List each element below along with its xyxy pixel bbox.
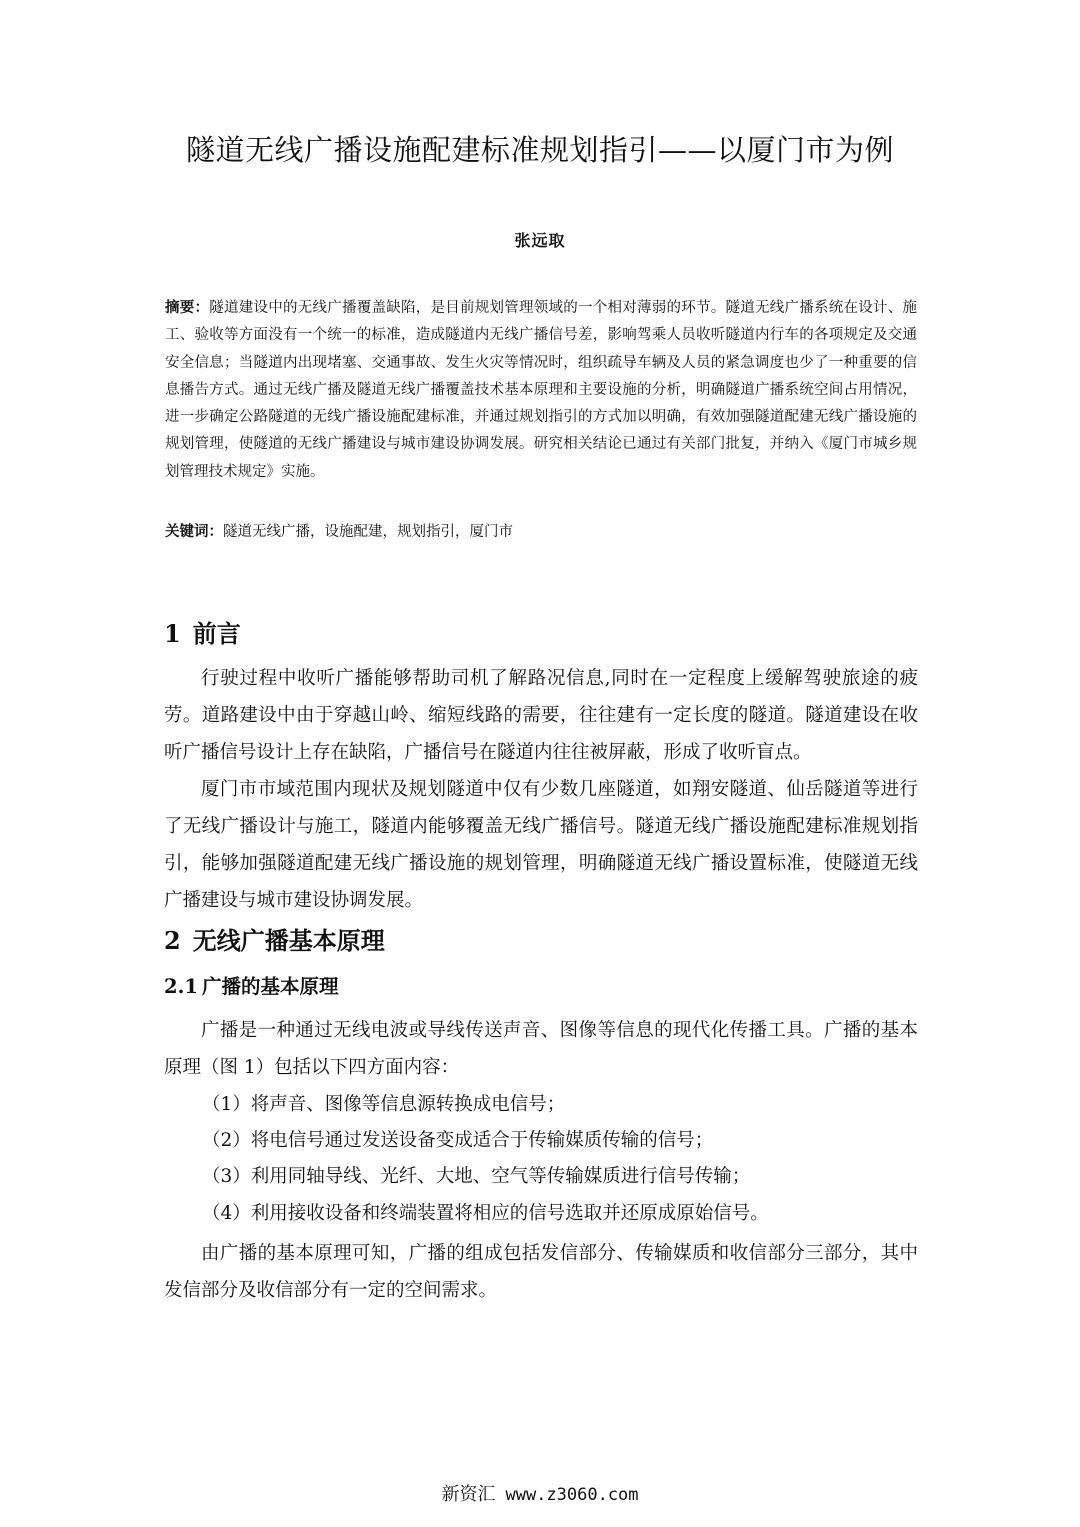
- section-1-number: 1: [164, 619, 181, 648]
- paper-title: 隧道无线广播设施配建标准规划指引——以厦门市为例: [185, 133, 894, 167]
- keywords-block: [165, 518, 917, 546]
- principle-list-item-2: （2）将电信号通过发送设备变成适合于传输媒质传输的信号；: [202, 1130, 714, 1151]
- section-1-paragraph-1: 行驶过程中收听广播能够帮助司机了解路况信息,同时在一定程度上缓解驾驶旅途的疲劳。道路建设中由于穿越山岭、缩短线路的需要，往往建有一定长度的隧道。隧道建设在收听广播信号设计上存在缺陷，广播信号在隧道内往往被屏蔽，形成了收听盲点。: [164, 668, 918, 763]
- subsection-2-1-paragraph-1: 广播是一种通过无线电波或导线传送声音、图像等信息的现代化传播工具。广播的基本原理（图 1）包括以下四方面内容：: [164, 1020, 918, 1078]
- principle-list-item-1: （1）将声音、图像等信息源转换成电信号；: [202, 1094, 566, 1115]
- section-1-heading: [164, 618, 241, 650]
- keywords-label: 关键词：: [165, 523, 223, 540]
- footer-site-link[interactable]: www.z3060.com: [505, 1485, 639, 1505]
- section-1-paragraph-2: 厦门市市域范围内现状及规划隧道中仅有少数几座隧道，如翔安隧道、仙岳隧道等进行了无线广播设计与施工，隧道内能够覆盖无线广播信号。隧道无线广播设施配建标准规划指引，能够加强隧道配建无线广播设施的规划管理，明确隧道无线广播设置标准，使隧道无线广播建设与城市建设协调发展。: [164, 779, 918, 911]
- principle-list-item-4: （4）利用接收设备和终端装置将相应的信号选取并还原成原始信号。: [202, 1203, 769, 1224]
- author-name: 张远取: [514, 231, 566, 250]
- subsection-2-1-heading: [164, 973, 338, 1001]
- abstract-block: [165, 294, 917, 486]
- section-2-number: 2: [164, 926, 181, 955]
- abstract-label: 摘要：: [165, 299, 210, 316]
- subsection-2-1-title: 广播的基本原理: [201, 975, 339, 998]
- section-2-title: 无线广播基本原理: [192, 926, 385, 955]
- principle-list-item-3: （3）利用同轴导线、光纤、大地、空气等传输媒质进行信号传输；: [202, 1166, 751, 1187]
- abstract-text: 隧道建设中的无线广播覆盖缺陷，是目前规划管理领域的一个相对薄弱的环节。隧道无线广播系统在设计、施工、验收等方面没有一个统一的标准，造成隧道内无线广播信号差，影响驾乘人员收听隧道内行车的各项规定及交通安全信息；当隧道内出现堵塞、交通事故、发生火灾等情况时，组织疏导车辆及人员的紧急调度也少了一种重要的信息播告方式。通过无线广播及隧道无线广播覆盖技术基本原理和主要设施的分析，明确隧道广播系统空间占用情况，进一步确定公路隧道的无线广播设施配建标准，并通过规划指引的方式加以明确，有效加强隧道配建无线广播设施的规划管理，使隧道的无线广播建设与城市建设协调发展。研究相关结论已通过有关部门批复，并纳入《厦门市城乡规划管理技术规定》实施。: [165, 300, 917, 480]
- page-footer: [0, 1480, 1080, 1506]
- subsection-2-1-paragraph-2: 由广播的基本原理可知，广播的组成包括发信部分、传输媒质和收信部分三部分，其中发信部分及收信部分有一定的空间需求。: [164, 1243, 918, 1301]
- keywords-text: 隧道无线广播，设施配建，规划指引，厦门市: [223, 524, 513, 540]
- section-1-title: 前言: [192, 619, 241, 648]
- section-2-heading: [164, 925, 385, 957]
- footer-brand: 新资汇: [441, 1484, 496, 1505]
- subsection-2-1-number: 2.1: [164, 975, 198, 998]
